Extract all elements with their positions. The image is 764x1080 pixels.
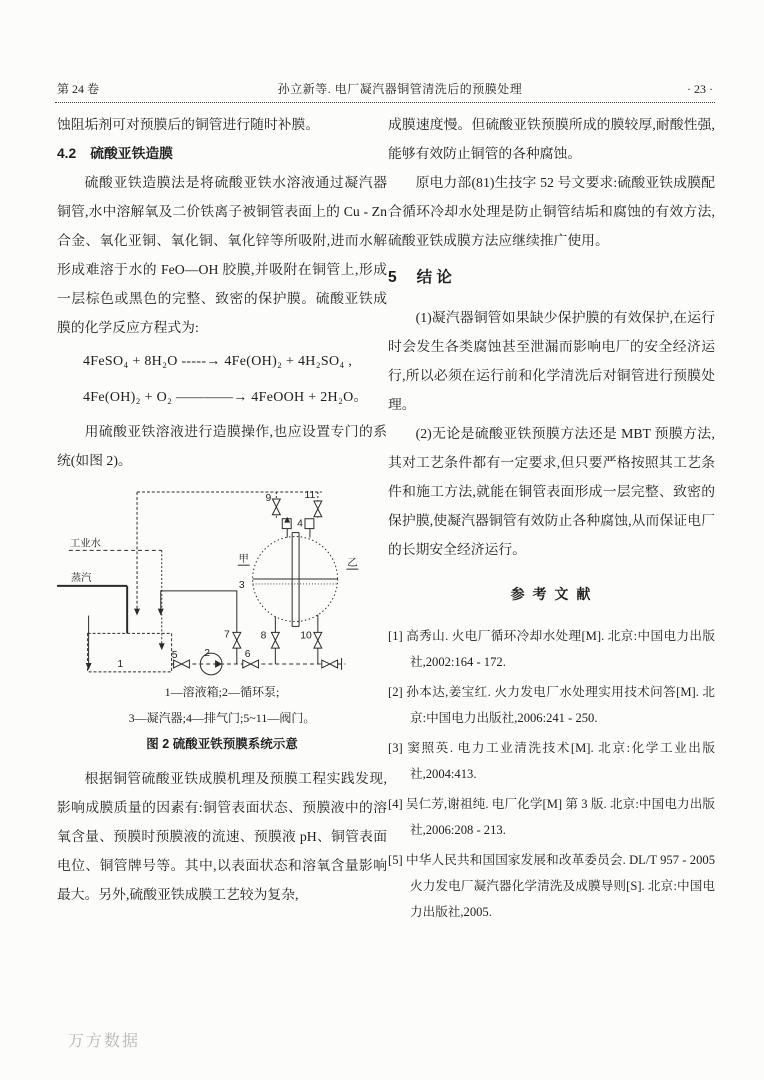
paragraph-ministry-document: 原电力部(81)生技字 52 号文要求:硫酸亚铁成膜配合循环冷却水处理是防止铜管结垢和腐蚀的有效方法,硫酸亚铁成膜方法应继续推广使用。 xyxy=(388,175,715,248)
condenser xyxy=(253,533,338,627)
label-1: 1 xyxy=(117,658,124,670)
valve-11-symbol xyxy=(314,501,322,517)
valve-5-symbol xyxy=(174,660,190,668)
section-5-title: 结 论 xyxy=(416,269,452,286)
references-list xyxy=(388,623,715,925)
reference-item: [1] 高秀山. 火电厂循环冷却水处理[M]. 北京:中国电力出版社,2002:164 - 172. xyxy=(388,629,715,669)
references-heading: 参 考 文 献 xyxy=(510,586,593,602)
reference-item: [2] 孙本达,姜宝红. 火力发电厂水处理实用技术问答[M]. 北京:中国电力出版社,2006:241 - 250. xyxy=(388,685,715,725)
label-7: 7 xyxy=(224,629,230,641)
label-3: 3 xyxy=(238,579,245,591)
section-4-2-number: 4.2 xyxy=(57,146,77,161)
chemical-equation-1: 4FeSO₄ + 8H₂O -----→ 4Fe(OH)₂ + 4H₂SO₄ , xyxy=(83,354,353,369)
conclusion-1: (1)凝汽器铜管如果缺少保护膜的有效保护,在运行时会发生各类腐蚀甚至泄漏而影响电厂的安全经济运行,所以必须在运行前和化学清洗后对铜管进行预膜处理。 xyxy=(388,310,715,412)
label-steam: 蒸汽 xyxy=(70,572,92,584)
valve-9-symbol xyxy=(272,499,280,515)
recirculation-loop-pipe xyxy=(158,591,237,664)
valve-7-symbol xyxy=(233,632,241,648)
figure-2-title: 图 2 硫酸亚铁预膜系统示意 xyxy=(146,737,298,751)
figure-2-caption-line-2: 3—凝汽器;4—排气门;5~11—阀门。 xyxy=(128,711,316,725)
reference-item: [5] 中华人民共和国国家发展和改革委员会. DL/T 957 - 2005 火力发电厂凝汽器化学清洗及成膜导则[S]. 北京:中国电力出版社,2005. xyxy=(388,853,715,919)
label-industrial-water: 工业水 xyxy=(69,538,101,550)
section-4-2-title: 硫酸亚铁造膜 xyxy=(90,146,173,161)
steam-pipe xyxy=(57,586,127,670)
section-5-heading xyxy=(388,263,715,293)
label-2: 2 xyxy=(204,648,211,660)
paragraph-system-note: 用硫酸亚铁溶液进行造膜操作,也应设置专门的系统(如图 2)。 xyxy=(57,424,387,468)
chemical-equation-2: 4Fe(OH)₂ + O₂ ————→ 4FeOOH + 2H₂O。 xyxy=(83,390,368,405)
running-title: 孙立新等. 电厂凝汽器铜管清洗后的预膜处理 xyxy=(277,82,523,96)
label-11: 11 xyxy=(304,489,316,501)
paragraph-continuation: 蚀阻垢剂可对预膜后的铜管进行随时补膜。 xyxy=(57,117,320,132)
figure-2-diagram xyxy=(57,479,387,679)
paragraph-film-properties: 成膜速度慢。但硫酸亚铁预膜所成的膜较厚,耐酸性强,能够有效防止铜管的各种腐蚀。 xyxy=(388,117,715,161)
page-number: · 23 · xyxy=(687,82,713,96)
label-side-b: 乙 xyxy=(347,558,358,570)
right-column xyxy=(388,110,715,929)
reference-item: [3] 窦照英. 电力工业清洗技术[M]. 北京:化学工业出版社,2004:413. xyxy=(388,741,715,781)
volume-label: 第 24 卷 xyxy=(57,82,100,96)
label-9: 9 xyxy=(265,492,272,504)
running-header xyxy=(57,80,713,97)
return-pipe xyxy=(134,489,322,616)
figure-2 xyxy=(57,479,387,758)
section-5-number: 5 xyxy=(388,269,397,286)
header-rule xyxy=(55,102,715,103)
valve-8-symbol xyxy=(271,632,279,648)
valve-outlet-symbol xyxy=(322,660,338,668)
label-10: 10 xyxy=(300,630,312,642)
left-column xyxy=(57,110,387,909)
figure-2-caption-line-1: 1—溶液箱;2—循环泵; xyxy=(164,685,280,699)
conclusion-2: (2)无论是硫酸亚铁预膜方法还是 MBT 预膜方法,其对工艺条件都有一定要求,但只要严格按照其工艺条件和施工方法,就能在铜管表面形成一层完整、致密的保护膜,使凝汽器铜管有效防止各种腐蚀,从而保证电厂的长期安全经济运行。 xyxy=(388,426,715,557)
label-5: 5 xyxy=(171,650,178,662)
section-4-2-heading xyxy=(57,139,387,168)
reference-item: [4] 吴仁芳,谢祖纯. 电厂化学[M] 第 3 版. 北京:中国电力出版社,2006:208 - 213. xyxy=(388,797,715,837)
label-4: 4 xyxy=(297,518,303,530)
paragraph-filming-method: 硫酸亚铁造膜法是将硫酸亚铁水溶液通过凝汽器铜管,水中溶解氧及二价铁离子被铜管表面上的 Cu - Zn 合金、氧化亚铜、氧化铜、氧化锌等所吸附,进而水解形成难溶于水的 FeO—OH 胶膜,并吸附在铜管上,形成一层棕色或黑色的完整、致密的保护膜。硫酸亚铁成膜的化学反应方程式为: xyxy=(57,175,387,335)
industrial-water-pipe xyxy=(69,550,165,650)
label-8: 8 xyxy=(260,630,267,642)
valve-10-symbol xyxy=(314,632,322,648)
solution-tank xyxy=(88,633,172,672)
label-6: 6 xyxy=(244,649,251,661)
paragraph-film-factors: 根据铜管硫酸亚铁成膜机理及预膜工程实践发现,影响成膜质量的因素有:铜管表面状态、预膜液中的溶氧含量、预膜时预膜液的流速、预膜液 pH、铜管表面电位、铜管牌号等。其中,以表面状态和溶氧含量影响最大。另外,硫酸亚铁成膜工艺较为复杂, xyxy=(57,771,387,902)
valve-6-symbol xyxy=(243,660,259,668)
label-side-a: 甲 xyxy=(238,554,249,566)
wanfang-watermark: 万方数据 xyxy=(68,1033,141,1050)
